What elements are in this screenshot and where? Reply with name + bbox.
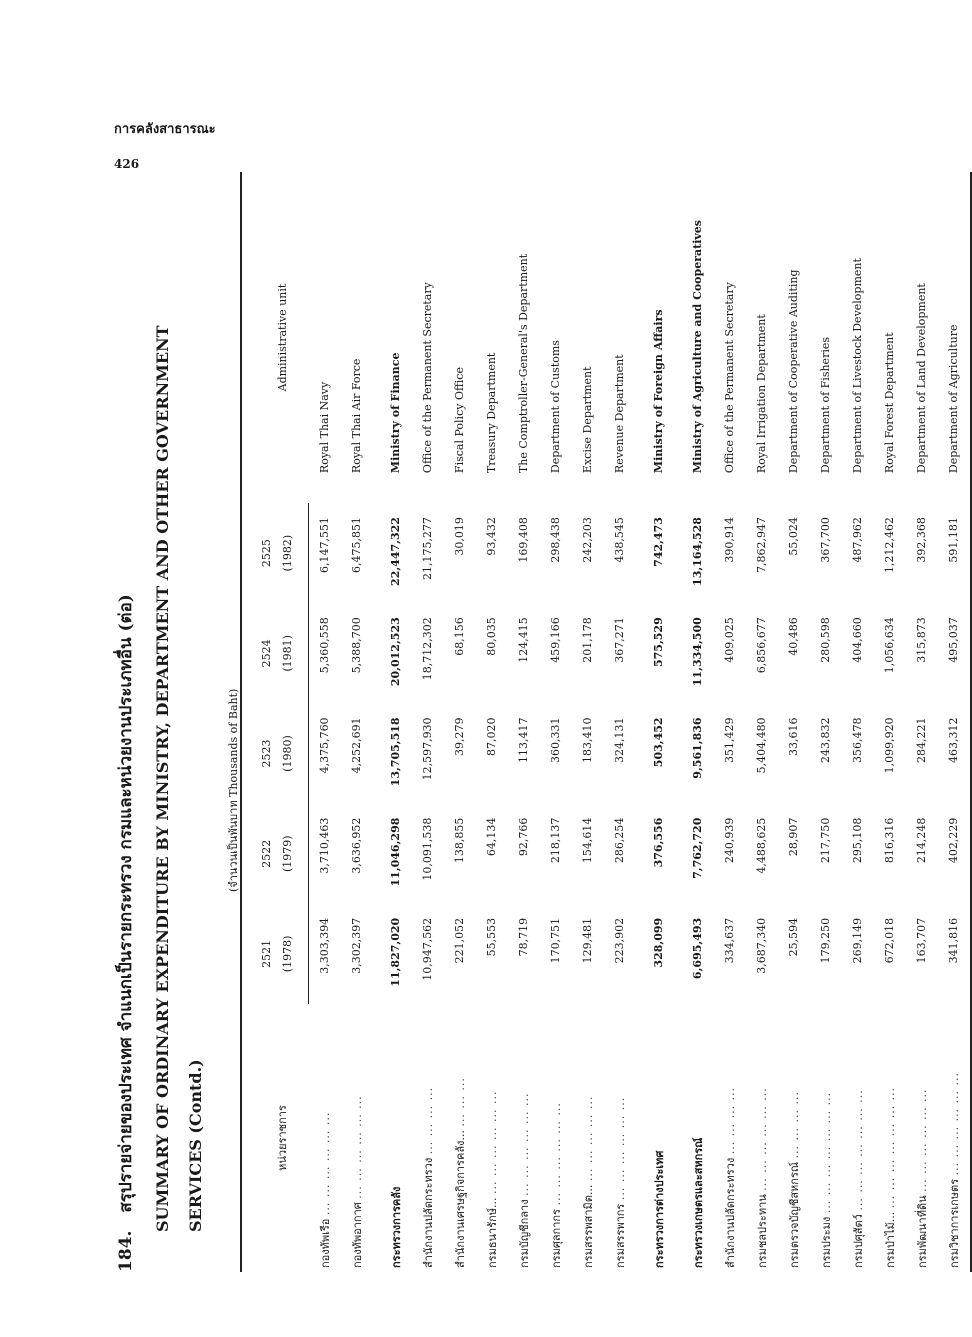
cell-value: 240,939 — [723, 817, 736, 864]
cell-value: 284,221 — [915, 717, 928, 763]
leader-dots: ... ... ... ... — [723, 1086, 737, 1155]
cell-value: 242,203 — [581, 517, 594, 563]
cell-value: 6,856,677 — [755, 617, 768, 674]
year-ad-1979: (1979) — [277, 804, 309, 904]
cell-value: 280,598 — [819, 617, 832, 663]
table-row — [604, 172, 636, 1272]
cell-value: 6,695,493 — [691, 917, 704, 980]
cell-value: 129,481 — [581, 917, 594, 964]
cell-value: 138,855 — [453, 817, 466, 864]
cell-value: 324,131 — [613, 717, 626, 763]
row-english-label: Ministry of Finance — [389, 352, 402, 474]
row-thai-label: กรมสรรพสามิต... — [581, 1184, 595, 1268]
table-row — [906, 172, 938, 1272]
cell-value: 298,438 — [549, 517, 562, 563]
cell-value: 392,368 — [915, 517, 928, 563]
row-english-label: Department of Livestock Development — [851, 258, 864, 474]
row-thai-label: กระทรวงการคลัง — [389, 1186, 403, 1268]
cell-value: 334,637 — [723, 917, 736, 964]
year-ad-1978: (1978) — [277, 904, 309, 1004]
row-english-label: Ministry of Agriculture and Cooperatives — [691, 220, 704, 474]
leader-dots: ... ... ... — [453, 1077, 467, 1127]
row-english-label: Royal Irrigation Department — [755, 314, 768, 474]
cell-value: 295,108 — [851, 817, 864, 864]
row-english-label: Department of Fisheries — [819, 337, 832, 474]
row-english-label: Department of Land Development — [915, 283, 928, 474]
cell-value: 217,750 — [819, 817, 832, 864]
row-english-label: Royal Thai Air Force — [350, 358, 363, 474]
cell-value: 269,149 — [851, 917, 864, 964]
cell-value: 390,914 — [723, 517, 736, 563]
table-row — [842, 172, 874, 1272]
title-english-line2: SERVICES (Contd.) — [186, 1059, 205, 1232]
leader-dots: ... ... ... ... — [421, 1086, 435, 1155]
thai-column-header: หน่วยราชการ — [241, 1004, 309, 1272]
cell-value: 367,700 — [819, 517, 832, 563]
cell-value: 13,705,518 — [389, 717, 402, 787]
row-thai-label: กรมธนารักษ์... — [485, 1197, 499, 1268]
cell-value: 459,166 — [549, 617, 562, 663]
row-english-label: Royal Thai Navy — [318, 381, 331, 474]
row-thai-label: กรมชลประทาน — [755, 1194, 769, 1268]
table-row — [810, 172, 842, 1272]
cell-value: 409,025 — [723, 617, 736, 663]
table-row — [373, 172, 412, 1272]
table-row — [778, 172, 810, 1272]
year-header-2523: 2523 — [241, 703, 277, 803]
row-thai-label: สำนักงานปลัดกระทรวง — [723, 1157, 737, 1268]
cell-value: 22,447,322 — [389, 517, 402, 586]
cell-value: 55,553 — [485, 917, 498, 957]
leader-dots: ... ... ... ... ... ... — [350, 1095, 364, 1199]
cell-value: 93,432 — [485, 517, 498, 556]
cell-value: 92,766 — [517, 817, 530, 857]
cell-value: 4,252,691 — [350, 717, 363, 774]
cell-value: 3,710,463 — [318, 817, 332, 874]
cell-value: 341,816 — [938, 904, 971, 1004]
cell-value: 5,360,558 — [318, 617, 332, 674]
cell-value: 6,475,851 — [350, 517, 363, 574]
cell-value: 376,556 — [652, 817, 665, 868]
section-label: การคลังสาธารณะ — [114, 122, 216, 137]
cell-value: 5,404,480 — [755, 717, 768, 774]
leader-dots: ... ... ... ... — [787, 1090, 801, 1159]
table-row — [746, 172, 778, 1272]
cell-value: 28,907 — [787, 817, 800, 857]
row-english-label: Treasury Department — [485, 352, 498, 474]
year-ad-1982: (1982) — [277, 503, 309, 603]
cell-value: 286,254 — [613, 817, 626, 864]
row-thai-label: กรมตรวจบัญชีสหกรณ์ — [787, 1161, 801, 1268]
cell-value: 351,429 — [723, 717, 736, 763]
cell-value: 25,594 — [787, 917, 800, 957]
year-ad-1981: (1981) — [277, 603, 309, 703]
cell-value: 487,962 — [851, 517, 864, 563]
title-english-line1: SUMMARY OF ORDINARY EXPENDITURE BY MINISTRY, DEPARTMENT AND OTHER GOVERNMENT — [153, 325, 172, 1232]
cell-value: 7,762,720 — [691, 817, 704, 879]
cell-value: 18,712,302 — [421, 617, 434, 681]
cell-value: 575,529 — [652, 617, 665, 668]
leader-dots: ... ... ... ... ... — [581, 1095, 595, 1182]
table-header-row — [241, 172, 277, 1272]
cell-value: 223,902 — [613, 917, 626, 964]
cell-value: 315,873 — [915, 617, 928, 663]
leader-dots: ... ... ... ... ... ... — [549, 1102, 563, 1206]
row-english-label: Excise Department — [581, 366, 594, 474]
cell-value: 4,375,760 — [318, 717, 332, 774]
cell-value: 179,250 — [819, 917, 832, 964]
row-english-label: The Comptroller-General's Department — [517, 253, 530, 474]
row-thai-label: กระทรวงเกษตรและสหกรณ์ — [691, 1137, 705, 1268]
table-row — [714, 172, 746, 1272]
year-header-2521: 2521 — [241, 904, 277, 1004]
cell-value: 30,019 — [453, 517, 466, 556]
title-thai: สรุปรายจ่ายของประเทศ จำแนกเป็นรายกระทรวง กรมและหน่วยงานประเภทอื่น (ต่อ) — [116, 594, 136, 1213]
leader-dots: ... ... ... ... ... ... — [915, 1088, 929, 1192]
cell-value: 356,478 — [851, 717, 864, 763]
cell-value: 7,862,947 — [755, 517, 768, 574]
cell-value: 6,147,551 — [318, 517, 332, 574]
cell-value: 40,486 — [787, 617, 800, 656]
leader-dots: ... ... ... ... ... ... ... — [883, 1086, 897, 1209]
cell-value: 78,719 — [517, 917, 530, 957]
cell-value: 463,312 — [938, 703, 971, 803]
year-header-2524: 2524 — [241, 603, 277, 703]
cell-value: 124,415 — [517, 617, 530, 663]
leader-dots: ... ... ... ... ... ... — [485, 1090, 499, 1194]
title-thai-line — [112, 132, 139, 1272]
row-thai-label: กรมพัฒนาที่ดิน — [915, 1195, 929, 1268]
row-thai-label: กรมบัญชีกลาง — [517, 1199, 531, 1268]
row-thai-label: กรมป่าไม้... — [883, 1211, 897, 1268]
leader-dots: ... ... ... ... ... ... ... — [819, 1091, 833, 1214]
cell-value: 33,616 — [787, 717, 800, 756]
cell-value: 4,488,625 — [755, 817, 768, 874]
leader-dots: ... ... ... ... ... ... — [755, 1087, 769, 1191]
cell-value: 214,248 — [915, 817, 928, 864]
year-header-2522: 2522 — [241, 804, 277, 904]
cell-value: 1,212,462 — [883, 517, 896, 574]
cell-value: 591,181 — [938, 503, 971, 603]
cell-value: 80,035 — [485, 617, 498, 656]
unit-note: (จำนวนเป็นพันบาท Thousands of Baht) — [227, 688, 240, 892]
rotated-table-page — [112, 132, 961, 1272]
cell-value: 742,473 — [652, 517, 665, 567]
table-row — [444, 172, 476, 1272]
row-english-label: Department of Cooperative Auditing — [787, 269, 800, 474]
page-number: 426 — [114, 157, 140, 171]
cell-value: 64,134 — [485, 817, 498, 857]
cell-value: 328,099 — [652, 917, 665, 968]
cell-value: 113,417 — [517, 717, 530, 763]
table-body — [309, 172, 971, 1272]
row-thai-label: กองทัพเรือ — [318, 1218, 332, 1268]
cell-value: 1,099,920 — [883, 717, 896, 774]
cell-value: 218,137 — [549, 817, 562, 864]
cell-value: 3,302,397 — [350, 917, 363, 974]
leader-dots: ... ... ... ... ... ... — [318, 1111, 332, 1216]
cell-value: 13,164,528 — [691, 517, 704, 586]
row-english-label: Fiscal Policy Office — [453, 367, 466, 474]
cell-value: 183,410 — [581, 717, 594, 763]
row-thai-label: กระทรวงการต่างประเทศ — [652, 1150, 666, 1268]
table-row — [572, 172, 604, 1272]
cell-value: 503,452 — [652, 717, 665, 768]
table-row — [540, 172, 572, 1272]
expenditure-table — [240, 172, 972, 1272]
cell-value: 402,229 — [938, 804, 971, 904]
cell-value: 9,561,836 — [691, 717, 704, 779]
row-english-label: Office of the Permanent Secretary — [723, 282, 736, 474]
cell-value: 11,334,500 — [691, 617, 704, 687]
row-english-label: Royal Forest Department — [883, 332, 896, 474]
row-english-label: Department of Agriculture — [938, 172, 971, 503]
row-thai-label: สำนักงานปลัดกระทรวง — [421, 1157, 435, 1268]
table-row — [938, 172, 971, 1272]
row-english-label: Department of Customs — [549, 340, 562, 474]
cell-value: 11,046,298 — [389, 817, 402, 887]
year-ad-1980: (1980) — [277, 703, 309, 803]
cell-value: 12,597,930 — [421, 717, 434, 781]
cell-value: 11,827,020 — [389, 917, 402, 987]
cell-value: 3,303,394 — [318, 917, 332, 974]
table-row — [508, 172, 540, 1272]
cell-value: 495,037 — [938, 603, 971, 703]
row-thai-label: กรมประมง — [819, 1216, 833, 1268]
title-block — [112, 132, 205, 1272]
cell-value: 21,175,277 — [421, 517, 434, 581]
row-thai-label: กรมสรรพากร — [613, 1203, 627, 1268]
cell-value: 170,751 — [549, 917, 562, 964]
table-row — [636, 172, 675, 1272]
cell-value: 243,832 — [819, 717, 832, 763]
cell-value: 20,012,523 — [389, 617, 402, 687]
table-row — [874, 172, 906, 1272]
cell-value: 816,316 — [883, 817, 896, 864]
cell-value: 1,056,634 — [883, 617, 896, 674]
row-english-label: Revenue Department — [613, 354, 626, 474]
cell-value: 221,052 — [453, 917, 466, 964]
english-column-header: Administrative unit — [241, 172, 309, 503]
cell-value: 55,024 — [787, 517, 800, 556]
cell-value: 10,947,562 — [421, 917, 434, 981]
row-english-label: Office of the Permanent Secretary — [421, 282, 434, 474]
cell-value: 10,091,538 — [421, 817, 434, 881]
table-row — [341, 172, 373, 1272]
cell-value: 169,408 — [517, 517, 530, 563]
cell-value: 672,018 — [883, 917, 896, 964]
cell-value: 163,707 — [915, 917, 928, 964]
row-thai-label: กรมวิชาการเกษตร — [947, 1178, 961, 1268]
cell-value: 367,271 — [613, 617, 626, 663]
cell-value: 3,687,340 — [755, 917, 768, 974]
leader-dots: ... ... ... ... ... ... — [947, 1071, 961, 1176]
row-thai-label: กรมปศุสัตว์ — [851, 1214, 865, 1268]
row-thai-label: สำนักงานเศรษฐกิจการคลัง... — [453, 1130, 467, 1268]
leader-dots: ... ... ... ... ... ... ... — [851, 1089, 865, 1211]
table-row — [412, 172, 444, 1272]
row-thai-label: กองทัพอากาศ — [350, 1202, 364, 1268]
cell-value: 68,156 — [453, 617, 466, 656]
leader-dots: ... ... ... ... ... ... — [517, 1092, 531, 1196]
cell-value: 39,279 — [453, 717, 466, 756]
cell-value: 404,660 — [851, 617, 864, 663]
table-number: 184. — [116, 1230, 136, 1272]
cell-value: 360,331 — [549, 717, 562, 763]
cell-value: 201,178 — [581, 617, 594, 663]
cell-value: 154,614 — [581, 817, 594, 864]
table-row — [309, 172, 341, 1272]
table-row — [476, 172, 508, 1272]
cell-value: 438,545 — [613, 517, 626, 563]
year-header-2525: 2525 — [241, 503, 277, 603]
cell-value: 3,636,952 — [350, 817, 363, 874]
cell-value: 87,020 — [485, 717, 498, 756]
table-row — [675, 172, 714, 1272]
row-english-label: Ministry of Foreign Affairs — [652, 309, 665, 474]
leader-dots: ... ... ... ... ... ... — [613, 1096, 627, 1201]
row-thai-label: กรมศุลกากร — [549, 1209, 563, 1268]
cell-value: 5,388,700 — [350, 617, 363, 674]
